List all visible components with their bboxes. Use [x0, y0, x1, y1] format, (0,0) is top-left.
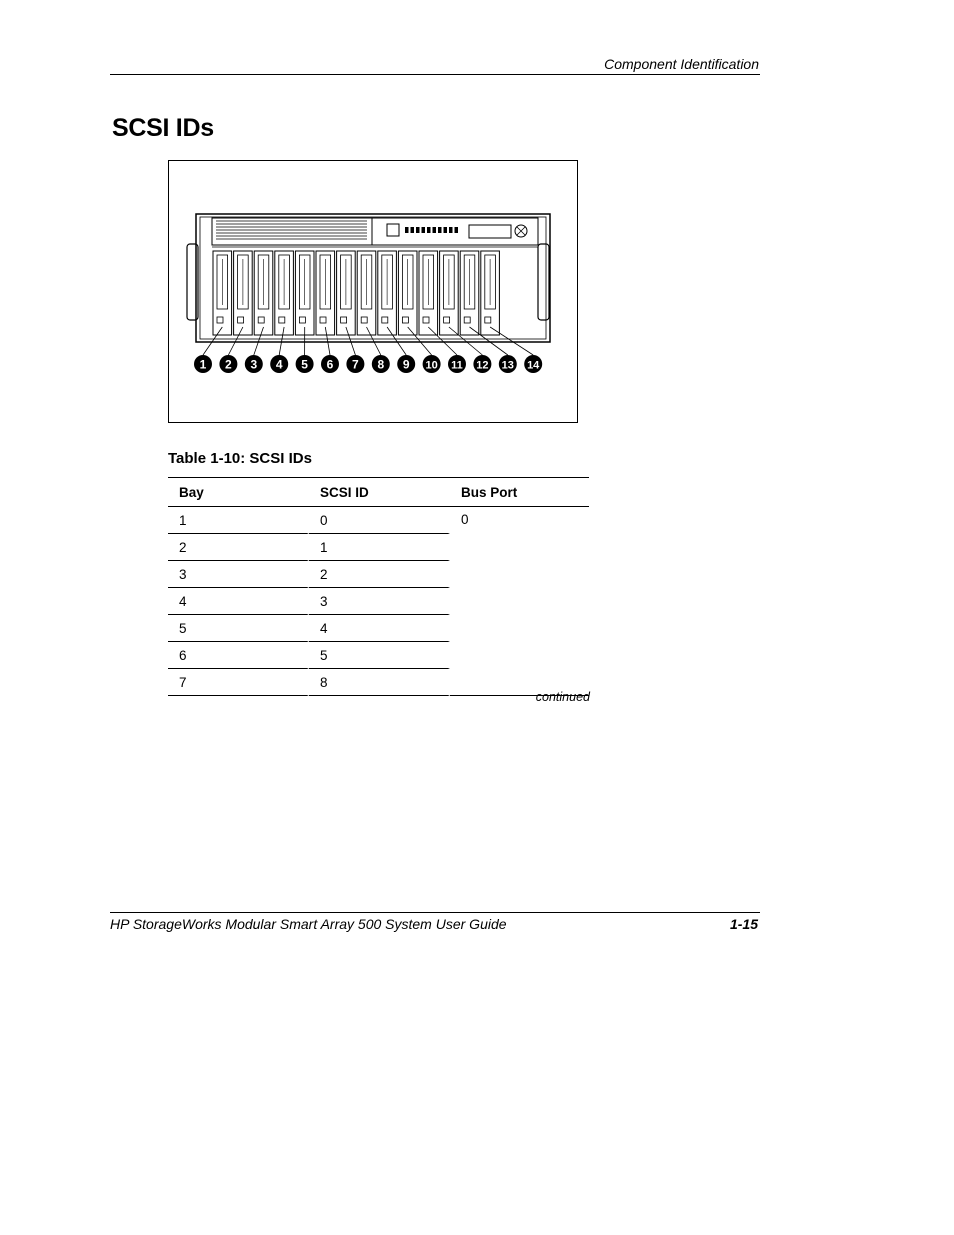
- leader-line: [346, 327, 356, 355]
- running-header: Component Identification: [604, 56, 759, 72]
- right-rack-ear: [538, 244, 549, 320]
- drive-led: [382, 317, 388, 323]
- bay-cell: 4: [168, 588, 309, 615]
- bay-cell: 7: [168, 669, 309, 696]
- callout-number: 14: [527, 359, 540, 372]
- drive-led: [279, 317, 285, 323]
- status-led: [444, 227, 448, 233]
- enclosure-illustration: [169, 161, 577, 422]
- status-led: [411, 227, 415, 233]
- callout-number: 2: [225, 357, 232, 372]
- scsi-id-cell: 2: [309, 561, 450, 588]
- scsi-id-cell: 1: [309, 534, 450, 561]
- table-header-row: [168, 478, 589, 507]
- column-header-bus-port: Bus Port: [450, 478, 589, 507]
- scsi-id-cell: 8: [309, 669, 450, 696]
- drive-led: [341, 317, 347, 323]
- drive-led: [402, 317, 408, 323]
- drive-led: [217, 317, 223, 323]
- status-led: [427, 227, 431, 233]
- status-led: [455, 227, 459, 233]
- bus-port-cell: 0: [450, 507, 589, 696]
- drive-bays: [213, 251, 499, 335]
- drive-led: [320, 317, 326, 323]
- bay-cell: 2: [168, 534, 309, 561]
- status-led: [438, 227, 442, 233]
- callout-number: 13: [501, 359, 514, 372]
- callout-number: 9: [402, 357, 410, 372]
- leader-line: [490, 327, 533, 355]
- bay-callouts: [194, 355, 542, 373]
- controller-vents: [216, 221, 367, 239]
- drive-led: [238, 317, 244, 323]
- callout-number: 5: [301, 357, 308, 372]
- leader-line: [325, 327, 330, 355]
- leader-line: [254, 327, 264, 355]
- page-number: 1-15: [729, 916, 758, 932]
- status-led: [405, 227, 409, 233]
- callout-number: 10: [425, 359, 438, 372]
- callout-number: 4: [275, 357, 283, 372]
- footer-title: HP StorageWorks Modular Smart Array 500 System User Guide: [110, 916, 507, 932]
- header-rule: [110, 74, 760, 75]
- status-led: [433, 227, 437, 233]
- drive-led: [485, 317, 491, 323]
- lcd-display: [469, 225, 511, 238]
- callout-number: 1: [199, 357, 207, 372]
- scsi-id-cell: 3: [309, 588, 450, 615]
- scsi-id-cell: 0: [309, 507, 450, 534]
- leader-line: [408, 327, 432, 355]
- scsi-id-cell: 5: [309, 642, 450, 669]
- storage-enclosure-figure: [168, 160, 578, 423]
- footer-rule: [110, 912, 760, 913]
- leader-line: [470, 327, 508, 355]
- column-header-bay: Bay: [168, 478, 309, 507]
- bay-cell: 5: [168, 615, 309, 642]
- table-row: [168, 507, 589, 534]
- leader-line: [428, 327, 457, 355]
- drive-led: [423, 317, 429, 323]
- controller-shelf-left: [212, 218, 372, 245]
- drive-led: [361, 317, 367, 323]
- leader-line: [449, 327, 483, 355]
- column-header-scsi-id: SCSI ID: [309, 478, 450, 507]
- controller-latch: [387, 224, 399, 236]
- bay-cell: 3: [168, 561, 309, 588]
- drive-led: [444, 317, 450, 323]
- page-title: SCSI IDs: [112, 114, 214, 142]
- callout-number: 12: [476, 359, 489, 372]
- bay-cell: 1: [168, 507, 309, 534]
- drive-led: [299, 317, 305, 323]
- leader-line: [367, 327, 381, 355]
- table-caption: Table 1-10: SCSI IDs: [168, 450, 312, 467]
- callout-number: 11: [451, 359, 463, 372]
- scsi-id-cell: 4: [309, 615, 450, 642]
- continued-note: continued: [535, 690, 590, 704]
- callout-number: 8: [377, 357, 385, 372]
- status-led: [449, 227, 453, 233]
- leader-line: [279, 327, 284, 355]
- callout-number: 3: [250, 357, 258, 372]
- leader-line: [228, 327, 243, 355]
- drive-led: [258, 317, 264, 323]
- bay-cell: 6: [168, 642, 309, 669]
- status-led: [416, 227, 420, 233]
- table-body: [168, 507, 589, 696]
- status-led: [422, 227, 426, 233]
- callout-number: 7: [352, 357, 359, 372]
- drive-led: [464, 317, 470, 323]
- scsi-ids-table: [168, 477, 589, 696]
- callout-number: 6: [326, 357, 334, 372]
- status-led-row: [405, 227, 458, 233]
